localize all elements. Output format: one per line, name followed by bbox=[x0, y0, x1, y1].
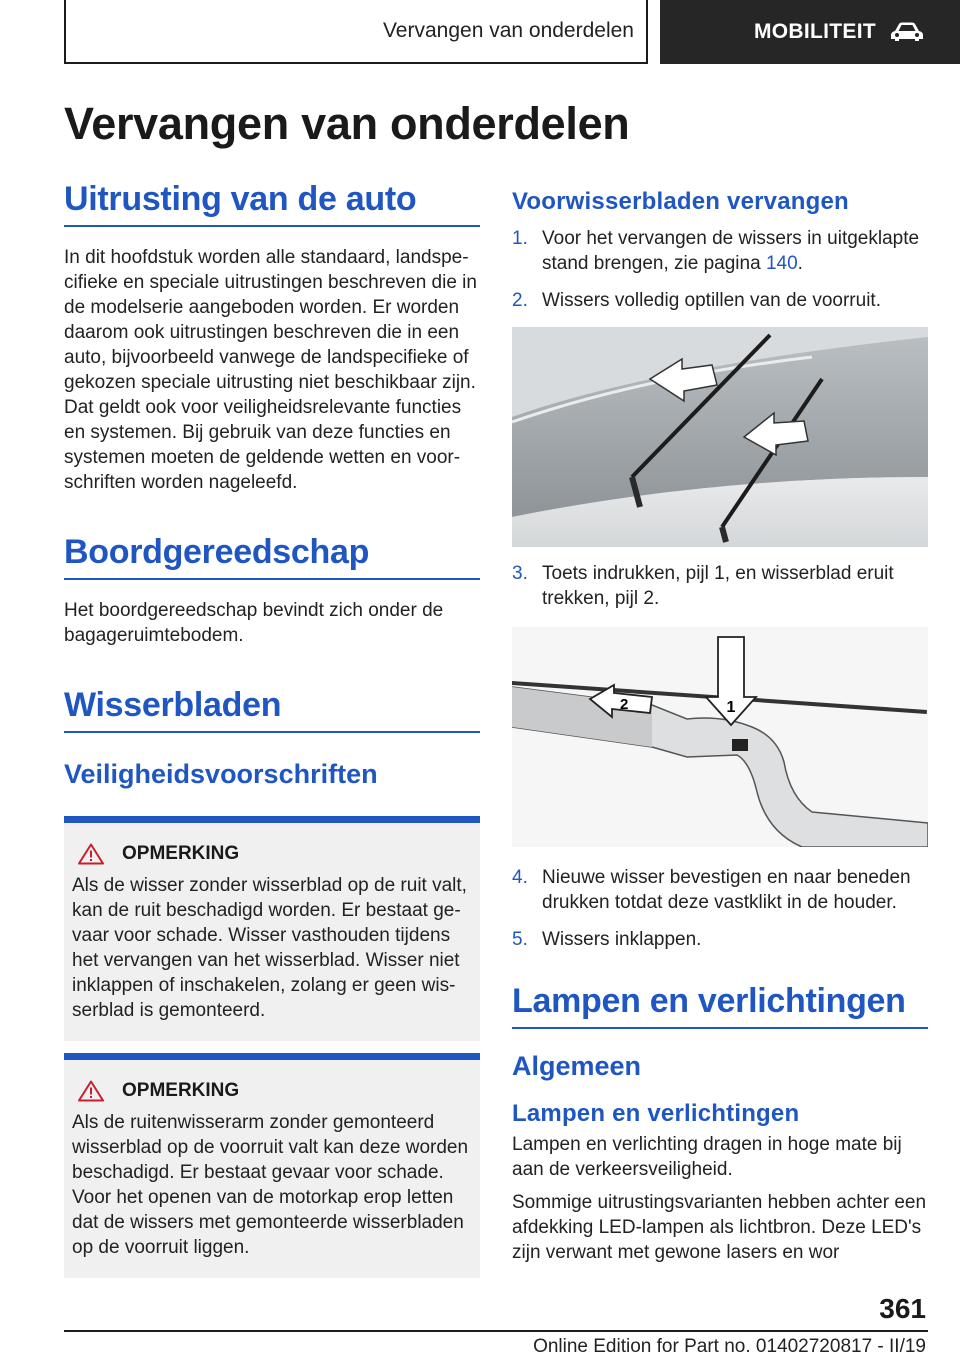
steps-list-b bbox=[512, 561, 928, 611]
subheading-veiligheid: Veiligheidsvoorschriften bbox=[64, 759, 378, 789]
header-section-title bbox=[64, 0, 648, 64]
heading-voorwisserbladen: Voorwisserbladen vervangen bbox=[512, 188, 849, 215]
heading-boordgereedschap: Boordgereedschap bbox=[64, 533, 480, 580]
subheading-algemeen: Algemeen bbox=[512, 1051, 642, 1081]
heading-uitrusting: Uitrusting van de auto bbox=[64, 180, 480, 227]
step-4-number: 4. bbox=[512, 867, 528, 888]
step-2-text: Wissers volledig optillen van de voorruit. bbox=[542, 290, 881, 311]
header-chapter-text: MOBILITEIT bbox=[754, 20, 876, 43]
heading-lampen: Lampen en verlichtingen bbox=[512, 982, 928, 1029]
warning-icon bbox=[78, 843, 104, 865]
note-2-text: Als de ruitenwisserarm zonder gemonteerd wisserblad op de voorruit valt kan deze worden beschadigd. Er bestaat gevaar voor schade. Voor het openen van de motorkap erop letten dat de wissers met gemonteerde wisserbladen op de voorruit liggen. bbox=[72, 1112, 469, 1258]
step-4 bbox=[512, 865, 928, 915]
note-2-label: OPMERKING bbox=[122, 1080, 240, 1101]
header-section-title-text: Vervangen van onderdelen bbox=[382, 19, 634, 42]
header-chapter bbox=[660, 0, 960, 64]
note-1-header bbox=[72, 843, 472, 865]
steps-list-a bbox=[512, 226, 928, 313]
step-5 bbox=[512, 927, 928, 952]
page-title: Vervangen van onderdelen bbox=[64, 98, 630, 149]
paragraph-lampen-2: Sommige uitrustingsvarianten hebben achter een afdekking LED-lampen als lichtbron. Deze LED's zijn verwant met gewone lasers en wor bbox=[512, 1192, 927, 1263]
right-column bbox=[512, 188, 928, 1265]
step-1-text-wrap bbox=[542, 226, 928, 276]
wiper-windshield-illustration bbox=[512, 327, 928, 547]
footer-edition: Online Edition for Part no. 01402720817 - II/19 bbox=[533, 1336, 926, 1357]
subsubheading-lampen: Lampen en verlichtingen bbox=[512, 1100, 800, 1127]
step-2 bbox=[512, 288, 928, 313]
step-1-after: . bbox=[797, 253, 803, 274]
note-1-text: Als de wisser zonder wisserblad op de ruit valt, kan de ruit beschadigd worden. Er bestaat gevaar voor schade. Wisser vasthouden tijdens het vervangen van het wisserblad. Wisser niet inklappen of inschakelen, zolang er geen wisserblad is gemonteerd. bbox=[72, 875, 467, 1021]
step-3 bbox=[512, 561, 928, 611]
step-4-text: Nieuwe wisser bevestigen en naar beneden drukken totdat deze vastklikt in de houder. bbox=[542, 867, 911, 913]
step-2-number: 2. bbox=[512, 290, 528, 311]
car-icon bbox=[890, 21, 924, 43]
wiper-blade-image bbox=[512, 627, 928, 847]
note-box-1 bbox=[64, 816, 480, 1041]
wiper-blade-release-illustration bbox=[512, 627, 928, 847]
arrow-1-label: 1 bbox=[726, 699, 736, 716]
arrow-2-label: 2 bbox=[620, 696, 629, 713]
steps-list-c bbox=[512, 865, 928, 952]
paragraph-lampen-1: Lampen en verlichting dragen in hoge mate bij aan de verkeersveiligheid. bbox=[512, 1134, 902, 1180]
step-1-number: 1. bbox=[512, 228, 528, 249]
note-2-header bbox=[72, 1080, 472, 1102]
step-3-number: 3. bbox=[512, 563, 528, 584]
step-3-text: Toets indrukken, pijl 1, en wisserblad eruit trekken, pijl 2. bbox=[542, 563, 894, 609]
windshield-wipers-image bbox=[512, 327, 928, 547]
warning-icon bbox=[78, 1080, 104, 1102]
note-1-label: OPMERKING bbox=[122, 843, 240, 864]
heading-wisserbladen: Wisserbladen bbox=[64, 686, 480, 733]
page-number: 361 bbox=[879, 1293, 926, 1324]
step-1 bbox=[512, 226, 928, 276]
step-1-text: Voor het vervangen de wissers in uitgeklapte stand brengen, zie pagina bbox=[542, 228, 920, 274]
paragraph-uitrusting: In dit hoofdstuk worden alle standaard, landspecifieke en speciale uitrustingen beschreven die in de modelserie aangeboden worden. Er worden daarom ook uitrustingen beschreven die in een auto, bijvoorbeeld vanwege de landspecifieke of gekozen speciale uitrusting niet beschikbaar zijn. Dat geldt ook voor veiligheidsrelevante functies en systemen. Bij gebruik van deze functies en systemen moeten de geldende wetten en voorschriften worden nageleefd. bbox=[64, 247, 477, 493]
step-5-text: Wissers inklappen. bbox=[542, 929, 702, 950]
left-column bbox=[64, 180, 480, 1278]
paragraph-boordgereedschap: Het boordgereedschap bevindt zich onder de bagageruimtebodem. bbox=[64, 600, 444, 646]
footer-divider bbox=[64, 1330, 928, 1332]
page-link-140[interactable]: 140 bbox=[765, 253, 798, 274]
note-box-2 bbox=[64, 1053, 480, 1278]
step-5-number: 5. bbox=[512, 929, 528, 950]
